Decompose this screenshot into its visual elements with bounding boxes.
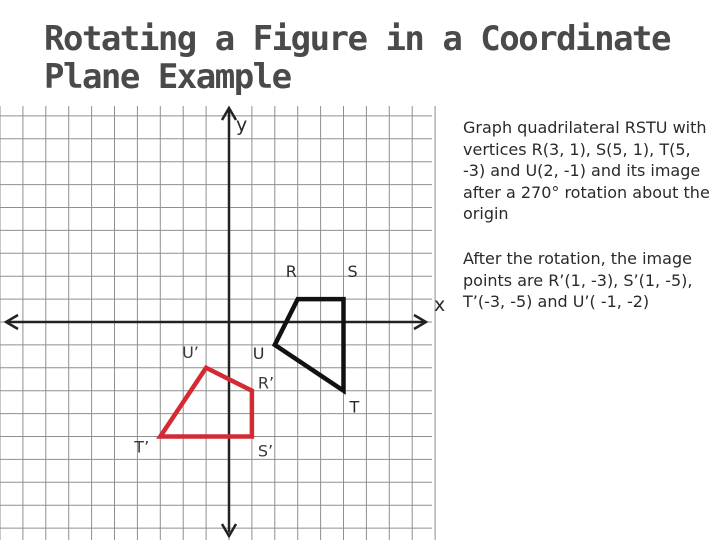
vertex-label: T [349, 397, 360, 417]
coordinate-plane [0, 100, 460, 540]
y-axis-label: y [236, 114, 248, 136]
title-line-1: Rotating a Figure in a Coordinate [44, 19, 671, 59]
image-vertex-label: R’ [257, 373, 275, 393]
vertex-labels [133, 262, 359, 460]
image-vertex-label: T’ [134, 437, 150, 457]
title-line-2: Plane Example [44, 57, 291, 97]
image-vertex-label: U’ [182, 342, 199, 362]
answer-text: After the rotation, the image points are R’(1, -3), S’(1, -5), T’(-3, -5) and U’( -1, -2) [463, 249, 693, 311]
slide-title [44, 20, 684, 96]
vertex-label: U [252, 343, 265, 363]
problem-text: Graph quadrilateral RSTU with vertices R(3, 1), S(5, 1), T(5, -3) and U(2, -1) and its image after a 270° rotation about the origin [463, 118, 710, 223]
image-vertex-label: S’ [257, 441, 274, 461]
x-axis-label: x [434, 294, 446, 316]
vertex-label: R [285, 262, 297, 282]
vertex-label: S [347, 262, 358, 282]
